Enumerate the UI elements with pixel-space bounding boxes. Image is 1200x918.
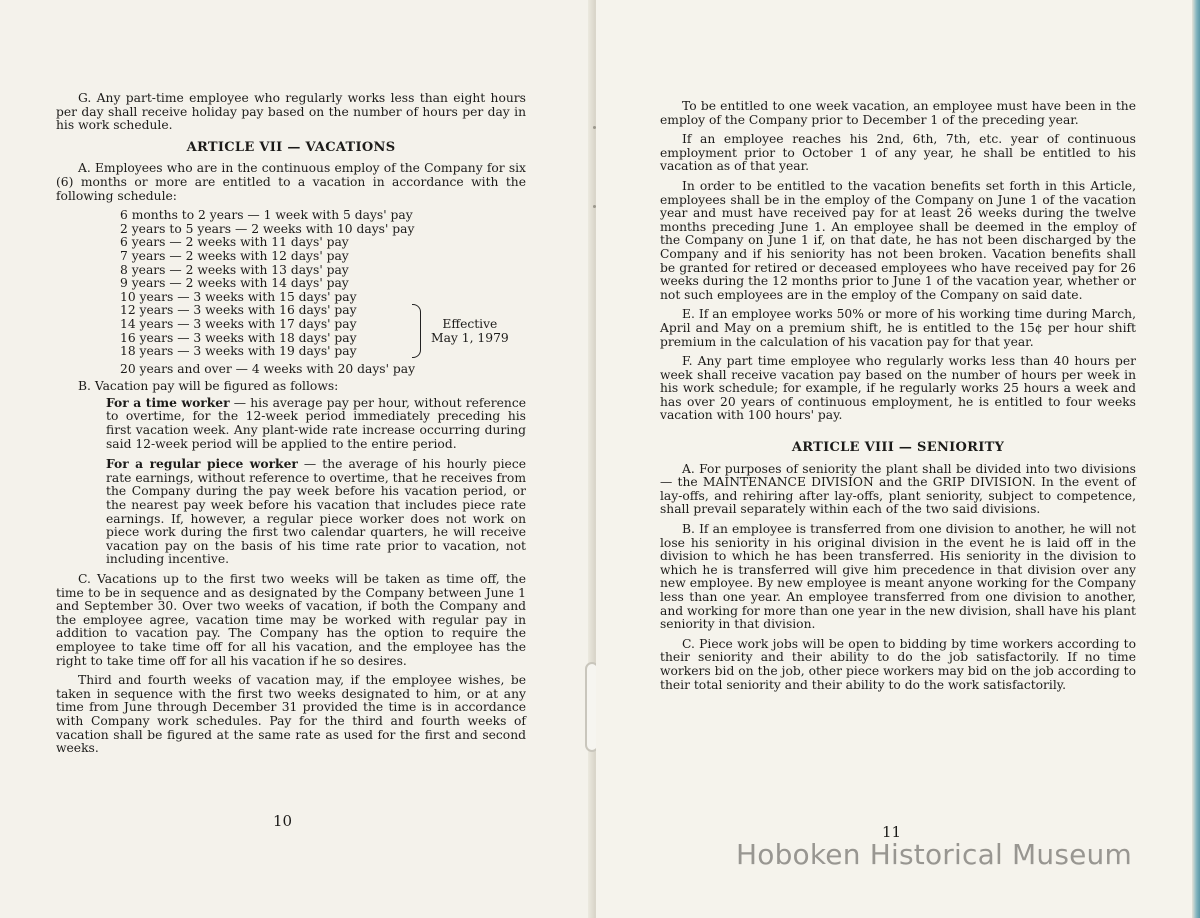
left-page [0, 0, 594, 918]
schedule-line: 9 years — 2 weeks with 14 days' pay [120, 276, 349, 291]
paragraph-g: G. Any part-time employee who regularly works less than eight hours per day shall receive holiday pay based on the number of hours per day in his work schedule. [56, 91, 526, 133]
seniority-a: A. For purposes of seniority the plant shall be divided into two divisions — the MAINTENANCE DIVISION and the GRIP DIVISION. In the event of lay-offs, and rehiring after lay-offs, plant seniority, subject to competence, shall prevail separately within each of the two said divisions. [660, 461, 1136, 517]
right-text-column [660, 100, 1136, 698]
schedule-bracket [412, 304, 421, 358]
page-number-left: 10 [273, 812, 293, 830]
vacation-schedule [120, 209, 526, 359]
paragraph-a: A. Employees who are in the continuous employ of the Company for six (6) months or more are entitled to a vacation in accordance with the following schedule: [56, 161, 526, 203]
piece-worker-lead: For a regular piece worker [106, 456, 298, 472]
effective-label: Effective [442, 317, 498, 332]
page-number-right: 11 [882, 823, 902, 841]
schedule-line: 8 years — 2 weeks with 13 days' pay [120, 262, 349, 277]
effective-note [431, 317, 509, 359]
schedule-line: 14 years — 3 weeks with 17 days' pay [120, 316, 357, 331]
schedule-line: 16 years — 3 weeks with 18 days' pay [120, 330, 357, 345]
schedule-line: 18 years — 3 weeks with 19 days' pay [120, 344, 357, 359]
time-worker-paragraph [106, 396, 526, 451]
piece-worker-paragraph [106, 457, 526, 567]
piece-worker-text: — the average of his hourly piece rate earnings, without reference to overtime, that he receives from the Company during the pay week before his vacation period, or the nearest pay week before his vacation that includes piece rate earnings. If, however, a regular piece worker does not work on piece work during the first two calendar quarters, he will receive vacation pay on the basis of his time rate prior to vacation, not including incentive. [106, 457, 526, 567]
paragraph-reaches: If an employee reaches his 2nd, 6th, 7th, etc. year of continuous employment prior to October 1 of any year, he shall be entitled to his vacation as of that year. [660, 132, 1136, 174]
paragraph-b-heading: B. Vacation pay will be figured as follows: [78, 379, 339, 394]
schedule-line: 6 months to 2 years — 1 week with 5 days' pay [120, 208, 413, 223]
paragraph-third-fourth-weeks: Third and fourth weeks of vacation may, if the employee wishes, be taken in sequence with the first two weeks designated to him, or at any time from June through December 31 provided the time is in accordance with Company work schedules. Pay for the third and fourth weeks of vacation shall be figured at the same rate as used for the first and second weeks. [56, 673, 526, 756]
article-vii-title: ARTICLE VII — VACATIONS [186, 139, 396, 155]
schedule-lines [120, 208, 415, 359]
time-worker-text: — his average pay per hour, without reference to overtime, for the 12-week period immediately preceding his first vacation week. Any plant-wide rate increase occurring during said 12-week period will be applied to the entire period. [106, 395, 526, 451]
cover-edge [1192, 0, 1200, 918]
schedule-line: 6 years — 2 weeks with 11 days' pay [120, 235, 349, 250]
seniority-b: B. If an employee is transferred from one division to another, he will not lose his seniority in his original division in the event he is laid off in the division to which he has been transferred. His seniority in the division to which he is transferred will give him precedence in that division over any new employee. By new employee is meant anyone working for the Company less than one year. An employee transferred from one division to another, and working for more than one year in the new division, shall have his plant seniority in that division. [660, 522, 1136, 632]
time-worker-lead: For a time worker [106, 394, 230, 410]
paragraph-e: E. If an employee works 50% or more of his working time during March, April and May on a premium shift, he is entitled to the 15¢ per hour shift premium in the calculation of his vacation pay for that year. [660, 307, 1136, 349]
effective-date: May 1, 1979 [431, 331, 509, 346]
left-text-column [56, 92, 526, 762]
seniority-c: C. Piece work jobs will be open to bidding by time workers according to their seniority and their ability to do the job satisfactorily. If no time workers bid on the job, other piece workers may bid on the job according to their total seniority and their ability to do the work satisfactorily. [660, 636, 1136, 692]
paragraph-one-week: To be entitled to one week vacation, an employee must have been in the employ of the Company prior to December 1 of the preceding year. [660, 99, 1136, 127]
paragraph-c: C. Vacations up to the first two weeks will be taken as time off, the time to be in sequence and as designated by the Company between June 1 and September 30. Over two weeks of vacation, if both the Company and the employee agree, vacation time may be worked with regular pay in addition to vacation pay. The Company has the option to require the employee to take time off for all his vacation, and the employee has the right to take time off for all his vacation if he so desires. [56, 572, 526, 668]
schedule-line: 2 years to 5 years — 2 weeks with 10 days' pay [120, 221, 415, 236]
schedule-line: 12 years — 3 weeks with 16 days' pay [120, 303, 357, 318]
article-viii-title: ARTICLE VIII — SENIORITY [791, 440, 1005, 456]
schedule-last-line: 20 years and over — 4 weeks with 20 days' pay [120, 361, 416, 376]
schedule-line: 10 years — 3 weeks with 15 days' pay [120, 289, 357, 304]
museum-watermark: Hoboken Historical Museum [736, 838, 1132, 871]
paragraph-f: F. Any part time employee who regularly works less than 40 hours per week shall receive vacation pay based on the number of hours per week in his work schedule; for example, if he regularly works 25 hours a week and has over 20 years of continuous employment, he is entitled to four weeks vacation with 100 hours' pay. [660, 354, 1136, 423]
schedule-line: 7 years — 2 weeks with 12 days' pay [120, 248, 349, 263]
paragraph-in-order: In order to be entitled to the vacation benefits set forth in this Article, employees shall be in the employ of the Company on June 1 of the vacation year and must have received pay for at least 26 weeks during the twelve months preceding June 1. An employee shall be deemed in the employ of the Company on June 1 if, on that date, he has not been discharged by the Company and if his seniority has not been broken. Vacation benefits shall be granted for retired or deceased employees who have received pay for 26 weeks during the 12 months prior to June 1 of the vacation year, whether or not such employees are in the employ of the Company on said date. [660, 178, 1136, 302]
